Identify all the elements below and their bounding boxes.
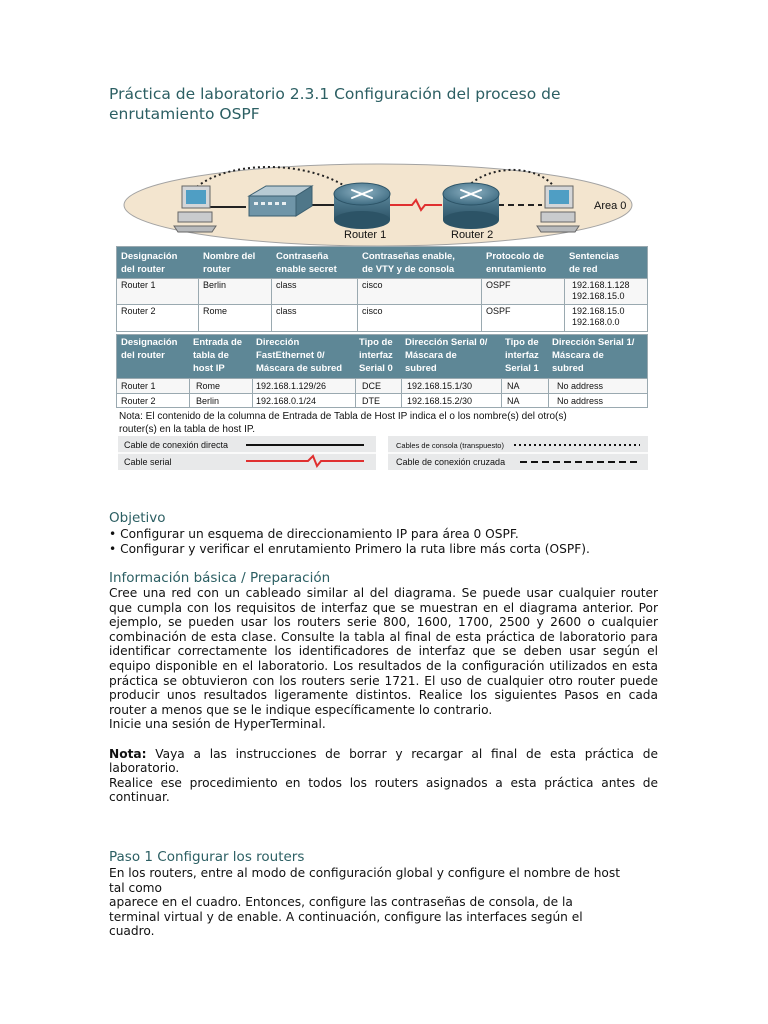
paso1-line-4: terminal virtual y de enable. A continuación, configure las interfaces según el xyxy=(109,909,583,924)
legend-serial-label: Cable serial xyxy=(124,457,172,467)
objetivo-bullet-1: • Configurar un esquema de direccionamiento IP para área 0 OSPF. xyxy=(109,527,658,542)
router-config-table xyxy=(116,246,648,332)
t1-header-passwords-2: de VTY y de consola xyxy=(362,264,455,275)
t1-header-protocol-1: Protocolo de xyxy=(486,251,545,262)
t1-r1-secret: class xyxy=(276,280,297,290)
t1-r1-protocol: OSPF xyxy=(486,280,511,290)
paso1-line-5: cuadro. xyxy=(109,924,155,939)
info-procedure: Realice ese procedimiento en todos los routers asignados a esta práctica antes de continuar. xyxy=(109,775,658,805)
legend-console-label: Cables de consola (transpuesto) xyxy=(396,441,504,450)
t1-header-secret-2: enable secret xyxy=(276,264,337,275)
t2-header-fe-1: Dirección xyxy=(256,337,300,348)
t2-r1-c3: DCE xyxy=(362,381,382,391)
t1-r1-name: Berlin xyxy=(203,280,227,290)
t2-header-s0addr-1: Dirección Serial 0/ xyxy=(405,337,488,348)
t2-r2-c0: Router 2 xyxy=(121,396,156,406)
t2-r1-c6: No address xyxy=(557,381,604,391)
interface-table xyxy=(116,334,648,408)
t2-header-s1addr-1: Dirección Serial 1/ xyxy=(552,337,635,348)
t2-r1-c2: 192.168.1.129/26 xyxy=(256,381,327,391)
t1-r2-secret: class xyxy=(276,306,297,316)
t2-header-fe-2: FastEthernet 0/ xyxy=(256,350,325,361)
paso1-heading: Paso 1 Configurar los routers xyxy=(109,849,305,865)
t1-header-designation-1: Designación xyxy=(121,251,178,262)
t2-header-s1type-3: Serial 1 xyxy=(505,363,539,374)
t2-header-s0type-2: interfaz xyxy=(359,350,393,361)
info-session-line: Inicie una sesión de HyperTerminal. xyxy=(109,717,326,732)
t2-r1-c1: Rome xyxy=(196,381,221,391)
t2-header-hostip-2: tabla de xyxy=(193,350,229,361)
t1-r2-network-2: 192.168.0.0 xyxy=(572,317,620,327)
t1-r2-passwords: cisco xyxy=(362,306,383,316)
info-paragraph: Cree una red con un cableado similar al del diagrama. Se puede usar cualquier router que cumpla con los requisitos de interfaz que se muestran en el diagrama anterior. Por ejemplo, se pueden usar los routers serie 800, 1600, 1700, 2500 y 2600 o cualquier combinación de esta clase. Consulte la tabla al final de esta práctica de laboratorio para identificar correctamente los identificadores de interfaz que se deben usar según el equipo disponible en el laboratorio. Los resultados de la configuración utilizados en esta práctica se obtuvieron con los routers serie 1721. El uso de cualquier otro router puede producir unos resultados ligeramente distintos. Realice los siguientes Pasos en cada router a menos que se le indique específicamente lo contrario. xyxy=(109,586,658,717)
objetivo-bullet-2: • Configurar y verificar el enrutamiento Primero la ruta libre más corta (OSPF). xyxy=(109,542,658,557)
t1-header-name-1: Nombre del xyxy=(203,251,256,262)
t2-r2-c5: NA xyxy=(507,396,520,406)
t1-header-protocol-2: enrutamiento xyxy=(486,264,547,275)
info-note-text: Vaya a las instrucciones de borrar y recargar al final de esta práctica de laboratorio. xyxy=(109,746,658,776)
t1-r1-network-1: 192.168.1.128 xyxy=(572,280,630,290)
t1-header-secret-1: Contraseña xyxy=(276,251,329,262)
info-heading: Información básica / Preparación xyxy=(109,570,331,586)
t1-r1-passwords: cisco xyxy=(362,280,383,290)
info-note-label: Nota: xyxy=(109,746,147,761)
page-title: Práctica de laboratorio 2.3.1 Configuración del proceso de enrutamiento OSPF xyxy=(109,85,561,123)
t2-header-s1addr-3: subred xyxy=(552,363,584,374)
t2-header-s0addr-2: Máscara de xyxy=(405,350,457,361)
paso1-line-1: En los routers, entre al modo de configuración global y configure el nombre de host xyxy=(109,866,621,880)
objetivo-heading: Objetivo xyxy=(109,510,166,526)
paso1-line-2: tal como xyxy=(109,880,162,895)
t2-header-s1addr-2: Máscara de xyxy=(552,350,604,361)
t1-r2-network-1: 192.168.15.0 xyxy=(572,306,625,316)
t1-r1-designation: Router 1 xyxy=(121,280,156,290)
t2-header-hostip-3: host IP xyxy=(193,363,225,374)
router-2-label: Router 2 xyxy=(451,229,494,241)
info-section xyxy=(109,586,658,805)
t1-header-name-2: router xyxy=(203,264,231,275)
lab-topology-figure xyxy=(116,160,650,474)
t1-r2-designation: Router 2 xyxy=(121,306,156,316)
t2-r1-c4: 192.168.15.1/30 xyxy=(407,381,473,391)
router-1-label: Router 1 xyxy=(344,229,387,241)
t2-r2-c2: 192.168.0.1/24 xyxy=(256,396,317,406)
t2-r1-c0: Router 1 xyxy=(121,381,156,391)
t2-r1-c5: NA xyxy=(507,381,520,391)
objetivo-list xyxy=(109,527,658,556)
router-1-icon xyxy=(334,183,390,229)
t2-header-fe-3: Máscara de subred xyxy=(256,363,343,374)
t1-header-passwords-1: Contraseñas enable, xyxy=(362,251,455,262)
t1-r1-network-2: 192.168.15.0 xyxy=(572,291,625,301)
cable-legend xyxy=(118,436,648,470)
t1-header-networks-2: de red xyxy=(569,264,598,275)
t2-header-designation-2: del router xyxy=(121,350,165,361)
t1-header-networks-1: Sentencias xyxy=(569,251,620,262)
t2-header-s0type-1: Tipo de xyxy=(359,337,393,348)
t2-header-s1type-2: interfaz xyxy=(505,350,539,361)
t2-r2-c4: 192.168.15.2/30 xyxy=(407,396,473,406)
table-note-line-1: Nota: El contenido de la columna de Entrada de Tabla de Host IP indica el o los nombre(s) del otro(s) xyxy=(119,411,567,422)
t2-header-s0type-3: Serial 0 xyxy=(359,363,393,374)
t2-header-s0addr-3: subred xyxy=(405,363,437,374)
t1-header-designation-2: del router xyxy=(121,264,165,275)
t2-r2-c1: Berlin xyxy=(196,396,220,406)
legend-straight-label: Cable de conexión directa xyxy=(124,440,229,450)
t2-r2-c3: DTE xyxy=(362,396,380,406)
paso1-line-3: aparece en el cuadro. Entonces, configure las contraseñas de consola, de la xyxy=(109,895,573,910)
legend-crossover-label: Cable de conexión cruzada xyxy=(396,457,506,467)
t2-header-designation-1: Designación xyxy=(121,337,178,348)
table-note-line-2: router(s) en la tabla de host IP. xyxy=(119,424,256,435)
t2-header-hostip-1: Entrada de xyxy=(193,337,243,348)
paso1-section xyxy=(109,866,658,939)
area-label: Area 0 xyxy=(594,200,627,212)
router-2-icon xyxy=(443,183,499,229)
t1-r2-protocol: OSPF xyxy=(486,306,511,316)
t2-header-s1type-1: Tipo de xyxy=(505,337,539,348)
t2-r2-c6: No address xyxy=(557,396,604,406)
switch-icon xyxy=(249,186,312,216)
t1-r2-name: Rome xyxy=(203,306,228,316)
